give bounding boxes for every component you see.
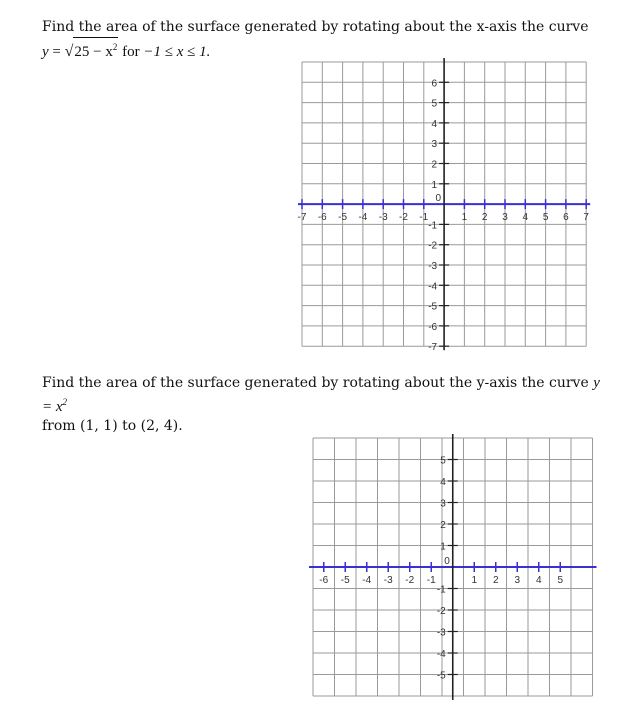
y-tick-label: 2 [440, 520, 446, 531]
curve-exponent: 2 [62, 397, 68, 407]
y-tick-label: 1 [440, 541, 446, 553]
x-tick-label: -5 [340, 575, 350, 586]
y-tick-label: -4 [428, 281, 438, 293]
y-tick-label: 3 [431, 139, 438, 151]
x-tick-label: 2 [492, 575, 499, 586]
x-tick-label: 7 [583, 212, 589, 224]
problem-1-text [42, 18, 602, 62]
y-tick-label: -3 [436, 627, 446, 639]
sqrt-symbol: √ [64, 43, 74, 60]
coordinate-grid-1 [297, 62, 602, 354]
problem-2-range: from (1, 1) to (2, 4). [42, 418, 183, 434]
y-tick-label: -1 [436, 584, 446, 596]
origin-label: 0 [444, 556, 450, 567]
x-tick-label: 1 [471, 575, 478, 586]
x-tick-label: -2 [405, 575, 415, 586]
x-tick-label: 3 [514, 575, 521, 586]
coordinate-grid-2 [313, 438, 593, 700]
y-tick-label: -2 [436, 606, 446, 617]
y-tick-label: -5 [428, 301, 438, 313]
y-tick-label: -3 [428, 261, 438, 272]
problem-1-prefix: Find the area of the surface generated by rotating about the x-axis the curve [42, 19, 589, 35]
interval: −1 ≤ x ≤ 1. [143, 44, 211, 60]
y-tick-label: 4 [440, 477, 446, 488]
x-tick-label: -4 [358, 212, 368, 224]
for-word: for [118, 44, 144, 60]
origin-label: 0 [435, 193, 442, 205]
x-tick-label: -6 [319, 575, 329, 586]
problem-2-prefix: Find the area of the surface generated by rotating about the y-axis the curve [42, 375, 594, 391]
radicand-exponent: 2 [112, 42, 118, 52]
y-tick-label: -2 [428, 240, 438, 252]
y-tick-label: 6 [431, 78, 438, 90]
y-tick-label: 3 [440, 498, 446, 510]
x-tick-label: -4 [362, 575, 372, 586]
x-tick-label: -3 [383, 575, 393, 586]
x-tick-label: -5 [338, 212, 348, 224]
equation-lhs: y [42, 44, 49, 60]
x-tick-label: 5 [557, 575, 564, 586]
x-tick-label: -7 [297, 212, 307, 224]
y-tick-label: 2 [431, 159, 438, 171]
radicand: $25 - x^2$ [73, 37, 118, 62]
problem-1-equation [42, 44, 210, 60]
x-tick-label: 6 [563, 212, 569, 224]
y-tick-label: -4 [436, 649, 446, 660]
x-tick-label: -1 [419, 212, 429, 224]
y-tick-label: 4 [431, 118, 438, 130]
x-tick-label: 5 [542, 212, 549, 224]
x-tick-label: 2 [481, 212, 488, 224]
y-tick-label: -7 [428, 342, 438, 354]
x-tick-label: 4 [535, 575, 542, 586]
y-tick-label: 5 [431, 98, 438, 110]
x-tick-label: -2 [399, 212, 408, 224]
y-tick-label: 5 [440, 455, 446, 467]
equation-sign: = [48, 44, 65, 60]
y-tick-label: -6 [428, 321, 438, 333]
x-tick-label: 1 [461, 212, 468, 224]
y-tick-label: -1 [428, 220, 438, 232]
x-tick-label: 3 [502, 212, 508, 224]
x-tick-label: 4 [522, 212, 529, 224]
problem-2-text [42, 374, 612, 436]
x-tick-label: -3 [378, 212, 388, 224]
problem-2-curve: $y = x^2$ [42, 375, 600, 415]
y-tick-label: -5 [436, 670, 446, 682]
y-tick-label: 1 [431, 179, 438, 191]
x-tick-label: -6 [317, 212, 327, 224]
x-tick-label: -1 [426, 575, 436, 586]
